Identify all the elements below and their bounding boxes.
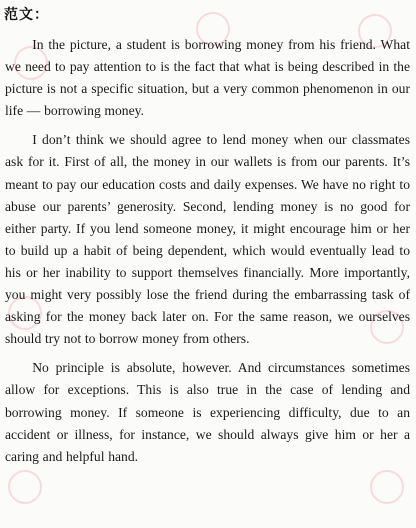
- essay-paragraph: No principle is absolute, however. And circumstances sometimes allow for exceptions. This is also true in the case of lending and borrowing money. If someone is experiencing difficulty, due to an accident or illness, for instance, we should always give him or her a caring and helpful hand.: [5, 360, 410, 464]
- essay-paragraph: I don’t think we should agree to lend money when our classmates ask for it. First of all, the money in our wallets is from our parents. It’s meant to pay our education costs and daily expenses. We have no right to abuse our parents’ generosity. Second, lending money is no good for either party. If you lend someone money, it might encourage him or her to build up a habit of being dependent, which would eventually lead to his or her inability to support themselves financially. More importantly, you might very possibly lose the friend during the embarrassing task of asking for the money back later on. For the same reason, we ourselves should try not to borrow money from others.: [5, 132, 410, 347]
- watermark-seal-icon: [8, 470, 42, 504]
- section-heading: 范文：: [4, 7, 49, 23]
- essay-body: [5, 34, 410, 475]
- watermark-seal-icon: [370, 470, 404, 504]
- essay-paragraph: In the picture, a student is borrowing money from his friend. What we need to pay attention to is the fact that what is being described in the picture is not a specific situation, but a very common phenomenon in our life — borrowing money.: [5, 37, 410, 119]
